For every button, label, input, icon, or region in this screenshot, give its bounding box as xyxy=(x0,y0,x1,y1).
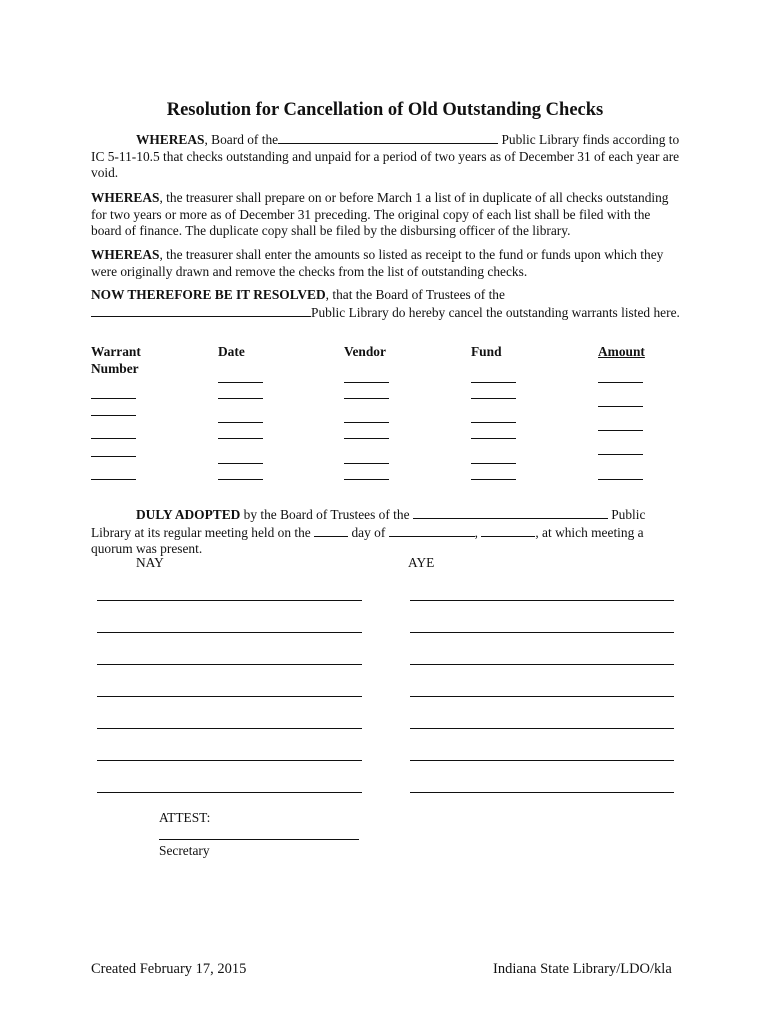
aye-signature-line[interactable] xyxy=(410,632,674,633)
adopted-text-d: , xyxy=(474,524,482,540)
aye-signature-line[interactable] xyxy=(410,760,674,761)
para4-text-b: Public Library do hereby cancel the outstanding warrants listed here. xyxy=(311,304,680,320)
adopted-text-a: by the Board of Trustees of the xyxy=(240,507,413,522)
warrant-number-blank[interactable] xyxy=(91,398,136,399)
aye-signature-line[interactable] xyxy=(410,696,674,697)
nay-signature-line[interactable] xyxy=(97,696,362,697)
secretary-label: Secretary xyxy=(159,843,210,858)
fund-blank[interactable] xyxy=(471,463,516,464)
para3-text: , the treasurer shall enter the amounts so listed as receipt to the fund or funds upon which they were originally drawn and remove the checks from the list of outstanding checks. xyxy=(91,247,664,279)
nay-signature-line[interactable] xyxy=(97,632,362,633)
header-warrant-number: Warrant Number xyxy=(91,344,141,376)
aye-signature-line[interactable] xyxy=(410,792,674,793)
document-title: Resolution for Cancellation of Old Outstanding Checks xyxy=(166,100,604,120)
para1-text-a: , Board of the xyxy=(204,132,279,147)
nay-label: NAY xyxy=(136,555,164,570)
nay-signature-line[interactable] xyxy=(97,664,362,665)
adopted-text-b: Public Library at its regular meeting held on the xyxy=(91,507,646,540)
header-amount: Amount xyxy=(598,344,645,359)
year-blank[interactable] xyxy=(481,524,535,537)
fund-blank[interactable] xyxy=(471,382,516,383)
resolved-lead: NOW THEREFORE BE IT RESOLVED xyxy=(91,287,326,302)
warrant-number-blank[interactable] xyxy=(91,479,136,480)
whereas-lead-1: WHEREAS xyxy=(136,132,205,147)
vendor-blank[interactable] xyxy=(344,398,389,399)
attest-label: ATTEST: xyxy=(159,810,211,825)
footer-attribution: Indiana State Library/LDO/kla xyxy=(493,961,672,977)
para4-text-a: , that the Board of Trustees of the xyxy=(325,287,505,302)
warrant-number-blank[interactable] xyxy=(91,456,136,457)
secretary-signature-line[interactable] xyxy=(159,839,359,840)
adopted-text-c: day of xyxy=(348,524,389,540)
date-blank[interactable] xyxy=(218,479,263,480)
aye-signature-line[interactable] xyxy=(410,664,674,665)
vendor-blank[interactable] xyxy=(344,382,389,383)
date-blank[interactable] xyxy=(218,422,263,423)
amount-blank[interactable] xyxy=(598,430,643,431)
nay-signature-line[interactable] xyxy=(97,600,362,601)
library-name-blank-2[interactable] xyxy=(91,304,311,317)
amount-blank[interactable] xyxy=(598,406,643,407)
date-blank[interactable] xyxy=(218,382,263,383)
amount-blank[interactable] xyxy=(598,454,643,455)
warrant-number-blank[interactable] xyxy=(91,415,136,416)
aye-signature-line[interactable] xyxy=(410,728,674,729)
vendor-blank[interactable] xyxy=(344,463,389,464)
aye-label: AYE xyxy=(408,555,435,570)
whereas-paragraph-1 xyxy=(91,131,681,182)
vendor-blank[interactable] xyxy=(344,479,389,480)
whereas-paragraph-3 xyxy=(91,247,681,280)
date-blank[interactable] xyxy=(218,398,263,399)
resolved-paragraph xyxy=(91,287,681,321)
date-blank[interactable] xyxy=(218,463,263,464)
header-date: Date xyxy=(218,344,245,359)
amount-blank[interactable] xyxy=(598,479,643,480)
nay-signature-line[interactable] xyxy=(97,760,362,761)
fund-blank[interactable] xyxy=(471,398,516,399)
footer-created-date: Created February 17, 2015 xyxy=(91,961,247,977)
library-name-blank-1[interactable] xyxy=(278,131,498,144)
adopted-text-e: , at which meeting a quorum was present. xyxy=(91,524,644,557)
whereas-lead-2: WHEREAS xyxy=(91,190,160,205)
aye-signature-line[interactable] xyxy=(410,600,674,601)
date-blank[interactable] xyxy=(218,438,263,439)
para2-text: , the treasurer shall prepare on or before March 1 a list of in duplicate of all checks outstanding for two years or more as of December 31 preceding. The original copy of each list shall be filed with the board of finance. The duplicate copy shall be filed by the disbursing officer of the library. xyxy=(91,190,669,239)
para1-text-b: Public Library finds according to IC 5-11-10.5 that checks outstanding and unpaid for a period of two years as of December 31 of each year are void. xyxy=(91,132,680,181)
whereas-lead-3: WHEREAS xyxy=(91,247,160,262)
fund-blank[interactable] xyxy=(471,438,516,439)
amount-blank[interactable] xyxy=(598,382,643,383)
duly-adopted-paragraph xyxy=(91,506,681,558)
vendor-blank[interactable] xyxy=(344,422,389,423)
duly-adopted-lead: DULY ADOPTED xyxy=(136,507,241,522)
whereas-paragraph-2 xyxy=(91,190,681,240)
vendor-blank[interactable] xyxy=(344,438,389,439)
warrant-number-blank[interactable] xyxy=(91,438,136,439)
header-vendor: Vendor xyxy=(344,344,386,359)
header-fund: Fund xyxy=(471,344,502,359)
nay-signature-line[interactable] xyxy=(97,792,362,793)
fund-blank[interactable] xyxy=(471,479,516,480)
month-blank[interactable] xyxy=(389,524,475,537)
day-blank[interactable] xyxy=(314,524,348,537)
fund-blank[interactable] xyxy=(471,422,516,423)
library-name-blank-3[interactable] xyxy=(413,506,608,519)
nay-signature-line[interactable] xyxy=(97,728,362,729)
